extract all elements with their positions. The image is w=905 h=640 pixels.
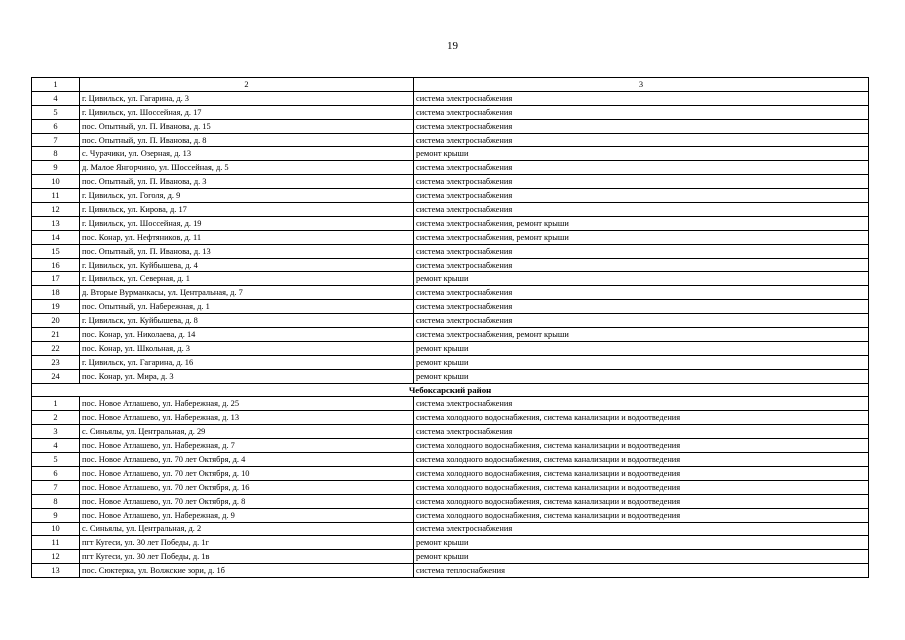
table-row — [32, 175, 869, 189]
column-2-header: 2 — [80, 78, 414, 92]
table-row — [32, 411, 869, 425]
table-row — [32, 439, 869, 453]
row-number: 9 — [32, 508, 80, 522]
row-work-type: система электроснабжения, ремонт крыши — [414, 230, 869, 244]
row-number: 5 — [32, 105, 80, 119]
table-body — [32, 91, 869, 577]
row-number: 12 — [32, 203, 80, 217]
row-work-type: система холодного водоснабжения, система канализации и водоотведения — [414, 508, 869, 522]
table-row — [32, 453, 869, 467]
row-address: пгт Кугеси, ул. 30 лет Победы, д. 1в — [80, 550, 414, 564]
row-work-type: система электроснабжения — [414, 522, 869, 536]
table-row — [32, 369, 869, 383]
row-work-type: ремонт крыши — [414, 147, 869, 161]
row-address: пос. Новое Атлашево, ул. Набережная, д. 7 — [80, 439, 414, 453]
row-address: пос. Новое Атлашево, ул. 70 лет Октября, д. 4 — [80, 453, 414, 467]
table-row — [32, 189, 869, 203]
row-address: пос. Новое Атлашево, ул. Набережная, д. 13 — [80, 411, 414, 425]
row-work-type: система электроснабжения — [414, 175, 869, 189]
row-number: 10 — [32, 175, 80, 189]
row-work-type: система холодного водоснабжения, система канализации и водоотведения — [414, 466, 869, 480]
row-number: 21 — [32, 328, 80, 342]
row-work-type: система холодного водоснабжения, система канализации и водоотведения — [414, 494, 869, 508]
section-title: Чебоксарский район — [32, 383, 869, 397]
row-address: г. Цивильск, ул. Шоссейная, д. 19 — [80, 216, 414, 230]
row-number: 7 — [32, 133, 80, 147]
row-work-type: система электроснабжения — [414, 397, 869, 411]
row-work-type: система электроснабжения — [414, 133, 869, 147]
row-address: пос. Конар, ул. Школьная, д. 3 — [80, 341, 414, 355]
row-number: 15 — [32, 244, 80, 258]
row-work-type: система электроснабжения — [414, 105, 869, 119]
row-work-type: система электроснабжения — [414, 189, 869, 203]
table-row — [32, 480, 869, 494]
table-row — [32, 494, 869, 508]
row-address: г. Цивильск, ул. Гагарина, д. 3 — [80, 91, 414, 105]
table-row — [32, 203, 869, 217]
page-number: 19 — [447, 40, 458, 52]
row-work-type: система электроснабжения — [414, 91, 869, 105]
row-work-type: ремонт крыши — [414, 550, 869, 564]
row-number: 22 — [32, 341, 80, 355]
row-work-type: система электроснабжения — [414, 244, 869, 258]
table-row — [32, 119, 869, 133]
table-row — [32, 91, 869, 105]
section-header-row — [32, 383, 869, 397]
table-row — [32, 564, 869, 578]
row-number: 11 — [32, 189, 80, 203]
row-work-type: система электроснабжения, ремонт крыши — [414, 328, 869, 342]
row-address: г. Цивильск, ул. Гагарина, д. 16 — [80, 355, 414, 369]
row-address: пос. Новое Атлашево, ул. Набережная, д. 25 — [80, 397, 414, 411]
row-address: пос. Опытный, ул. Набережная, д. 1 — [80, 300, 414, 314]
table-row — [32, 147, 869, 161]
row-work-type: система холодного водоснабжения, система канализации и водоотведения — [414, 439, 869, 453]
row-address: д. Малое Янгорчино, ул. Шоссейная, д. 5 — [80, 161, 414, 175]
row-number: 4 — [32, 91, 80, 105]
row-address: с. Синьялы, ул. Центральная, д. 2 — [80, 522, 414, 536]
row-number: 3 — [32, 425, 80, 439]
column-number-row — [32, 78, 869, 92]
row-number: 11 — [32, 536, 80, 550]
table-row — [32, 550, 869, 564]
row-number: 8 — [32, 494, 80, 508]
table-row — [32, 216, 869, 230]
row-address: пос. Новое Атлашево, ул. 70 лет Октября, д. 16 — [80, 480, 414, 494]
row-address: г. Цивильск, ул. Гоголя, д. 9 — [80, 189, 414, 203]
row-address: г. Цивильск, ул. Куйбышева, д. 8 — [80, 314, 414, 328]
row-number: 17 — [32, 272, 80, 286]
row-work-type: ремонт крыши — [414, 341, 869, 355]
row-address: пос. Конар, ул. Мира, д. 3 — [80, 369, 414, 383]
row-address: пос. Новое Атлашево, ул. 70 лет Октября, д. 8 — [80, 494, 414, 508]
row-work-type: система электроснабжения — [414, 300, 869, 314]
column-1-header: 1 — [32, 78, 80, 92]
row-address: пос. Опытный, ул. П. Иванова, д. 13 — [80, 244, 414, 258]
row-number: 13 — [32, 216, 80, 230]
row-number: 16 — [32, 258, 80, 272]
row-work-type: ремонт крыши — [414, 536, 869, 550]
row-number: 7 — [32, 480, 80, 494]
table-row — [32, 133, 869, 147]
row-work-type: система холодного водоснабжения, система канализации и водоотведения — [414, 453, 869, 467]
row-number: 6 — [32, 466, 80, 480]
row-address: пос. Опытный, ул. П. Иванова, д. 8 — [80, 133, 414, 147]
row-work-type: система электроснабжения, ремонт крыши — [414, 216, 869, 230]
row-address: г. Цивильск, ул. Кирова, д. 17 — [80, 203, 414, 217]
row-work-type: система электроснабжения — [414, 314, 869, 328]
table-row — [32, 328, 869, 342]
row-work-type: система электроснабжения — [414, 119, 869, 133]
row-address: г. Цивильск, ул. Шоссейная, д. 17 — [80, 105, 414, 119]
table-row — [32, 508, 869, 522]
row-address: пос. Конар, ул. Николаева, д. 14 — [80, 328, 414, 342]
row-address: пос. Конар, ул. Нефтяников, д. 11 — [80, 230, 414, 244]
row-number: 8 — [32, 147, 80, 161]
table-row — [32, 522, 869, 536]
row-work-type: система электроснабжения — [414, 425, 869, 439]
row-number: 5 — [32, 453, 80, 467]
row-work-type: ремонт крыши — [414, 369, 869, 383]
row-work-type: система электроснабжения — [414, 258, 869, 272]
table-row — [32, 397, 869, 411]
table-row — [32, 230, 869, 244]
row-number: 2 — [32, 411, 80, 425]
registry-table — [31, 77, 869, 578]
row-number: 19 — [32, 300, 80, 314]
row-work-type: система электроснабжения — [414, 161, 869, 175]
row-number: 12 — [32, 550, 80, 564]
row-number: 20 — [32, 314, 80, 328]
row-work-type: система электроснабжения — [414, 203, 869, 217]
row-number: 9 — [32, 161, 80, 175]
row-work-type: ремонт крыши — [414, 272, 869, 286]
row-work-type: система холодного водоснабжения, система канализации и водоотведения — [414, 480, 869, 494]
row-number: 24 — [32, 369, 80, 383]
row-address: пос. Опытный, ул. П. Иванова, д. 3 — [80, 175, 414, 189]
row-number: 13 — [32, 564, 80, 578]
row-number: 10 — [32, 522, 80, 536]
row-number: 23 — [32, 355, 80, 369]
table-row — [32, 341, 869, 355]
row-address: пос. Новое Атлашево, ул. 70 лет Октября, д. 10 — [80, 466, 414, 480]
row-number: 4 — [32, 439, 80, 453]
table-row — [32, 105, 869, 119]
table-row — [32, 425, 869, 439]
table-row — [32, 466, 869, 480]
table-row — [32, 272, 869, 286]
column-3-header: 3 — [414, 78, 869, 92]
row-address: пгт Кугеси, ул. 30 лет Победы, д. 1г — [80, 536, 414, 550]
table-row — [32, 300, 869, 314]
row-number: 14 — [32, 230, 80, 244]
table-row — [32, 536, 869, 550]
row-work-type: ремонт крыши — [414, 355, 869, 369]
table-row — [32, 161, 869, 175]
table-row — [32, 286, 869, 300]
row-work-type: система электроснабжения — [414, 286, 869, 300]
table-row — [32, 355, 869, 369]
table-row — [32, 314, 869, 328]
row-work-type: система холодного водоснабжения, система канализации и водоотведения — [414, 411, 869, 425]
table-row — [32, 258, 869, 272]
row-address: г. Цивильск, ул. Куйбышева, д. 4 — [80, 258, 414, 272]
row-address: с. Чурачики, ул. Озерная, д. 13 — [80, 147, 414, 161]
table-row — [32, 244, 869, 258]
row-address: с. Синьялы, ул. Центральная, д. 29 — [80, 425, 414, 439]
row-address: пос. Сюктерка, ул. Волжские зори, д. 1б — [80, 564, 414, 578]
row-number: 18 — [32, 286, 80, 300]
row-number: 6 — [32, 119, 80, 133]
row-work-type: система теплоснабжения — [414, 564, 869, 578]
row-address: пос. Новое Атлашево, ул. Набережная, д. 9 — [80, 508, 414, 522]
row-address: пос. Опытный, ул. П. Иванова, д. 15 — [80, 119, 414, 133]
row-number: 1 — [32, 397, 80, 411]
row-address: г. Цивильск, ул. Северная, д. 1 — [80, 272, 414, 286]
row-address: д. Вторые Вурманкасы, ул. Центральная, д. 7 — [80, 286, 414, 300]
